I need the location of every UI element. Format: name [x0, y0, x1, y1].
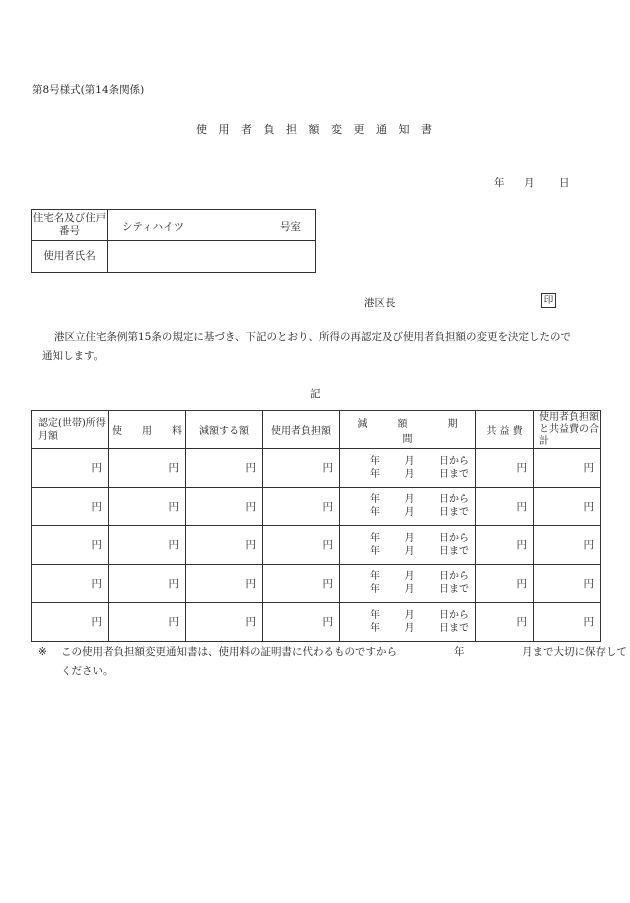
building-name: シティハイツ: [122, 221, 185, 233]
period-part: 年: [370, 545, 380, 557]
cell-period[interactable]: [340, 487, 476, 526]
note-mark: ※: [38, 646, 47, 658]
header-kikan: 減 額 期 間: [340, 411, 476, 449]
cell-gokei[interactable]: 円: [534, 564, 601, 603]
period-from: [340, 532, 475, 545]
cell-nintei[interactable]: 円: [32, 526, 109, 565]
charges-table: [31, 410, 601, 642]
period-to: [340, 468, 475, 481]
cell-gengaku[interactable]: 円: [186, 526, 263, 565]
cell-futangaku[interactable]: 円: [263, 526, 340, 565]
table-header-row: [32, 411, 601, 449]
period-from: [340, 570, 475, 583]
header-kyoeki: 共 益 費: [476, 411, 534, 449]
header-gokei: 使用者負担額と共益費の合計: [534, 411, 601, 449]
period-part: 日まで: [439, 507, 469, 519]
resident-info-table: [31, 209, 316, 273]
issuer-title: 港区長: [364, 297, 396, 309]
cell-shiyoryo[interactable]: 円: [109, 526, 186, 565]
user-name-value[interactable]: [108, 241, 316, 273]
period-part: 月: [404, 584, 415, 596]
period-to: [340, 622, 475, 635]
cell-gengaku[interactable]: 円: [186, 487, 263, 526]
cell-nintei[interactable]: 円: [32, 449, 109, 488]
cell-gokei[interactable]: 円: [534, 603, 601, 642]
header-nintei: 認定(世帯)所得月額: [32, 411, 109, 449]
period-part: 年: [370, 532, 380, 544]
period-part: 月: [404, 507, 415, 519]
notice-body: [42, 328, 602, 366]
note-year: 年: [454, 646, 465, 658]
cell-kyoeki[interactable]: 円: [476, 526, 534, 565]
header-shiyoryo: 使 用 料: [109, 411, 186, 449]
period-part: 日から: [439, 609, 469, 621]
note-line-1: この使用者負担額変更通知書は、使用料の証明書に代わるものですから: [61, 646, 397, 658]
period-part: 日まで: [439, 468, 469, 480]
period-part: 年: [370, 507, 380, 519]
period-part: 日まで: [439, 622, 469, 634]
cell-kyoeki[interactable]: 円: [476, 487, 534, 526]
cell-futangaku[interactable]: 円: [263, 564, 340, 603]
header-gengaku: 減額する額: [186, 411, 263, 449]
cell-gokei[interactable]: 円: [534, 526, 601, 565]
cell-futangaku[interactable]: 円: [263, 487, 340, 526]
table-row: [32, 487, 601, 526]
cell-shiyoryo[interactable]: 円: [109, 449, 186, 488]
cell-kyoeki[interactable]: 円: [476, 449, 534, 488]
cell-shiyoryo[interactable]: 円: [109, 564, 186, 603]
cell-period[interactable]: [340, 564, 476, 603]
issue-date: [494, 175, 570, 190]
period-to: [340, 583, 475, 596]
period-part: 月: [404, 609, 415, 621]
cell-gengaku[interactable]: 円: [186, 603, 263, 642]
room-suffix: 号室: [280, 221, 301, 233]
user-name-label: 使用者氏名: [32, 241, 108, 273]
period-part: 年: [370, 584, 380, 596]
period-part: 日まで: [439, 584, 469, 596]
period-to: [340, 545, 475, 558]
note-tail: 月まで大切に保存して: [522, 646, 627, 658]
period-from: [340, 455, 475, 468]
period-part: 年: [370, 609, 380, 621]
cell-period[interactable]: [340, 526, 476, 565]
period-part: 月: [404, 622, 415, 634]
cell-period[interactable]: [340, 449, 476, 488]
body-line-2: 通知します。: [42, 350, 105, 362]
ki-heading: 記: [310, 388, 321, 400]
period-part: 年: [370, 494, 380, 506]
cell-nintei[interactable]: 円: [32, 564, 109, 603]
period-part: 日から: [439, 494, 469, 506]
date-year: 年: [494, 177, 505, 189]
document-title: 使用者負担額変更通知書: [196, 123, 444, 136]
body-line-1: 港区立住宅条例第15条の規定に基づき、下記のとおり、所得の再認定及び使用者負担額の変更を決定したので: [54, 331, 571, 343]
period-part: 年: [370, 571, 380, 583]
table-row: [32, 564, 601, 603]
period-part: 月: [404, 545, 415, 557]
period-from: [340, 493, 475, 506]
cell-shiyoryo[interactable]: 円: [109, 487, 186, 526]
period-part: 日から: [439, 532, 469, 544]
cell-gengaku[interactable]: 円: [186, 564, 263, 603]
cell-gokei[interactable]: 円: [534, 449, 601, 488]
period-part: 年: [370, 622, 380, 634]
date-month: 月: [524, 177, 535, 189]
period-part: 月: [404, 468, 415, 480]
period-part: 年: [370, 455, 380, 467]
period-part: 月: [404, 532, 415, 544]
period-part: 月: [404, 455, 415, 467]
date-day: 日: [559, 177, 570, 189]
cell-kyoeki[interactable]: 円: [476, 603, 534, 642]
housing-value[interactable]: [108, 210, 316, 241]
cell-nintei[interactable]: 円: [32, 487, 109, 526]
cell-futangaku[interactable]: 円: [263, 449, 340, 488]
cell-nintei[interactable]: 円: [32, 603, 109, 642]
cell-shiyoryo[interactable]: 円: [109, 603, 186, 642]
table-row: [32, 526, 601, 565]
period-part: 日から: [439, 455, 469, 467]
period-to: [340, 506, 475, 519]
period-part: 月: [404, 494, 415, 506]
table-row: [32, 449, 601, 488]
cell-futangaku[interactable]: 円: [263, 603, 340, 642]
cell-gengaku[interactable]: 円: [186, 449, 263, 488]
cell-kyoeki[interactable]: 円: [476, 564, 534, 603]
seal-stamp: 印: [541, 293, 556, 308]
period-from: [340, 609, 475, 622]
period-part: 日まで: [439, 545, 469, 557]
period-part: 年: [370, 468, 380, 480]
table-row: [32, 603, 601, 642]
note-line-2: ください。: [61, 665, 114, 677]
cell-gokei[interactable]: 円: [534, 487, 601, 526]
housing-label: 住宅名及び住戸番号: [32, 210, 108, 241]
header-futangaku: 使用者負担額: [263, 411, 340, 449]
form-number: 第8号様式(第14条関係): [32, 84, 145, 96]
period-part: 日から: [439, 571, 469, 583]
period-part: 月: [404, 571, 415, 583]
cell-period[interactable]: [340, 603, 476, 642]
